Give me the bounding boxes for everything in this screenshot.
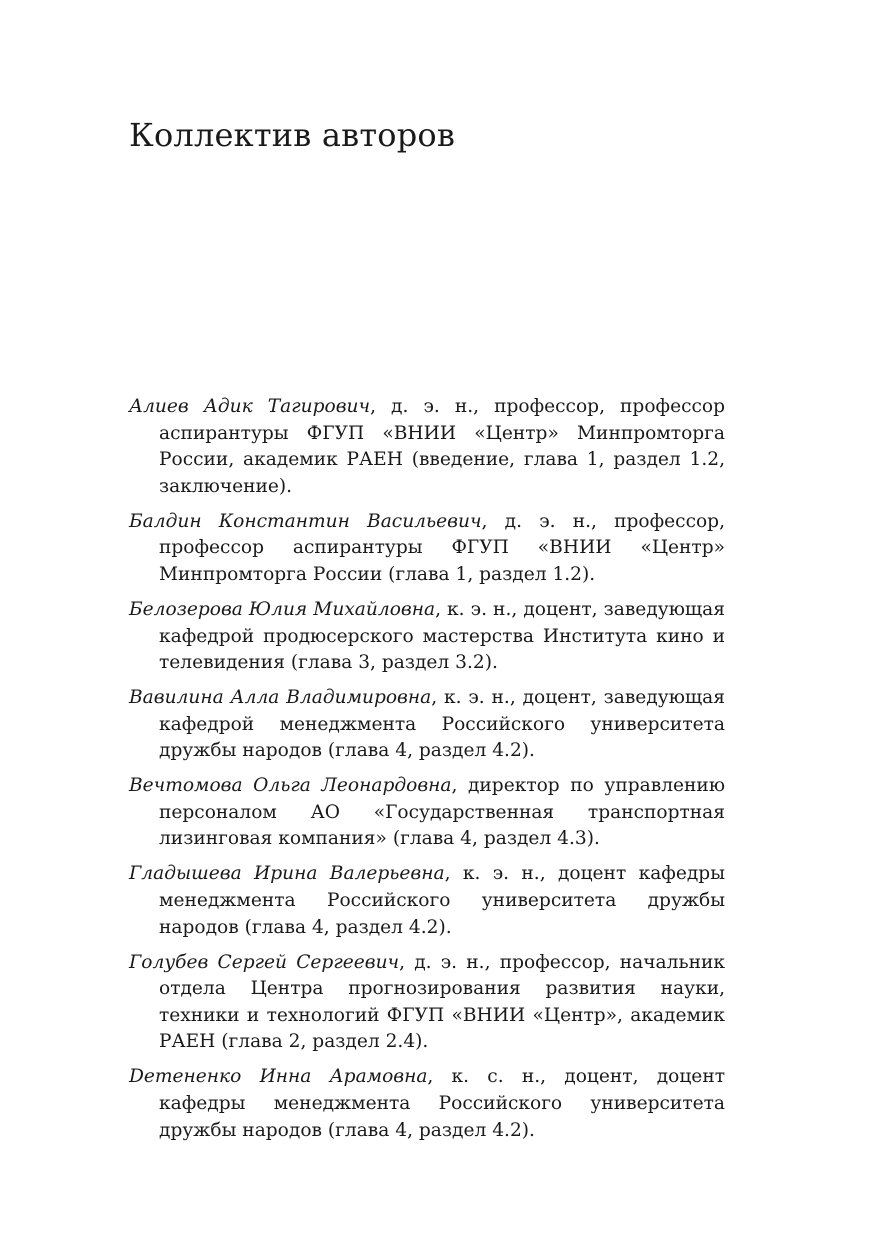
author-entry: [129, 597, 725, 677]
author-list: [129, 394, 725, 1153]
author-name: Вавилина Алла Владимировна: [129, 687, 432, 709]
author-entry: [129, 773, 725, 853]
page-title: Коллектив авторов: [129, 116, 456, 154]
author-details: , директор по управлению персоналом АО «Государственная транспортная лизинговая компания» (глава 4, раздел 4.3).: [159, 775, 726, 850]
author-entry: [129, 685, 725, 765]
author-name: Demeненко Инна Арамовна: [129, 1066, 428, 1088]
author-details: , к. э. н., доцент, заведующая кафедрой продюсерского мастерства Института кино и телевидения (глава 3, раздел 3.2).: [159, 598, 725, 674]
author-name: Вечтомова Ольга Леонардовна: [129, 775, 452, 797]
author-name: Балдин Константин Васильевич: [129, 510, 482, 532]
author-entry: [129, 861, 725, 941]
author-name: Голубев Сергей Сергеевич: [129, 951, 400, 973]
author-name: Гладышева Ирина Валерьевна: [129, 863, 445, 885]
author-details: , д. э. н., профессор, профессор аспирантуры ФГУП «ВНИИ «Центр» Минпромторга России, академик РАЕН (введение, глава 1, раздел 1.2, заключение).: [159, 396, 725, 497]
author-details: , д. э. н., профессор, начальник отдела Центра прогнозирования развития науки, техники и технологий ФГУП «ВНИИ «Центр», академик РАЕН (глава 2, раздел 2.4).: [159, 951, 725, 1053]
author-name: Белозерова Юлия Михайловна: [129, 598, 436, 620]
author-details: , к. э. н., доцент кафедры менеджмента Российского университета дружбы народов (глава 4, раздел 4.2).: [159, 863, 725, 938]
author-entry: [129, 950, 725, 1056]
author-name: Алиев Адик Тагирович: [129, 396, 371, 417]
author-entry: [129, 1064, 725, 1144]
author-details: , д. э. н., профессор, профессор аспирантуры ФГУП «ВНИИ «Центр» Минпромторга России (глава 1, раздел 1.2).: [159, 510, 725, 585]
author-entry: [129, 394, 725, 500]
author-details: , к. с. н., доцент, доцент кафедры менеджмента Российского университета дружбы народов (глава 4, раздел 4.2).: [159, 1066, 725, 1141]
author-entry: [129, 509, 725, 589]
author-details: , к. э. н., доцент, заведующая кафедрой менеджмента Российского университета дружбы народов (глава 4, раздел 4.2).: [159, 687, 725, 762]
